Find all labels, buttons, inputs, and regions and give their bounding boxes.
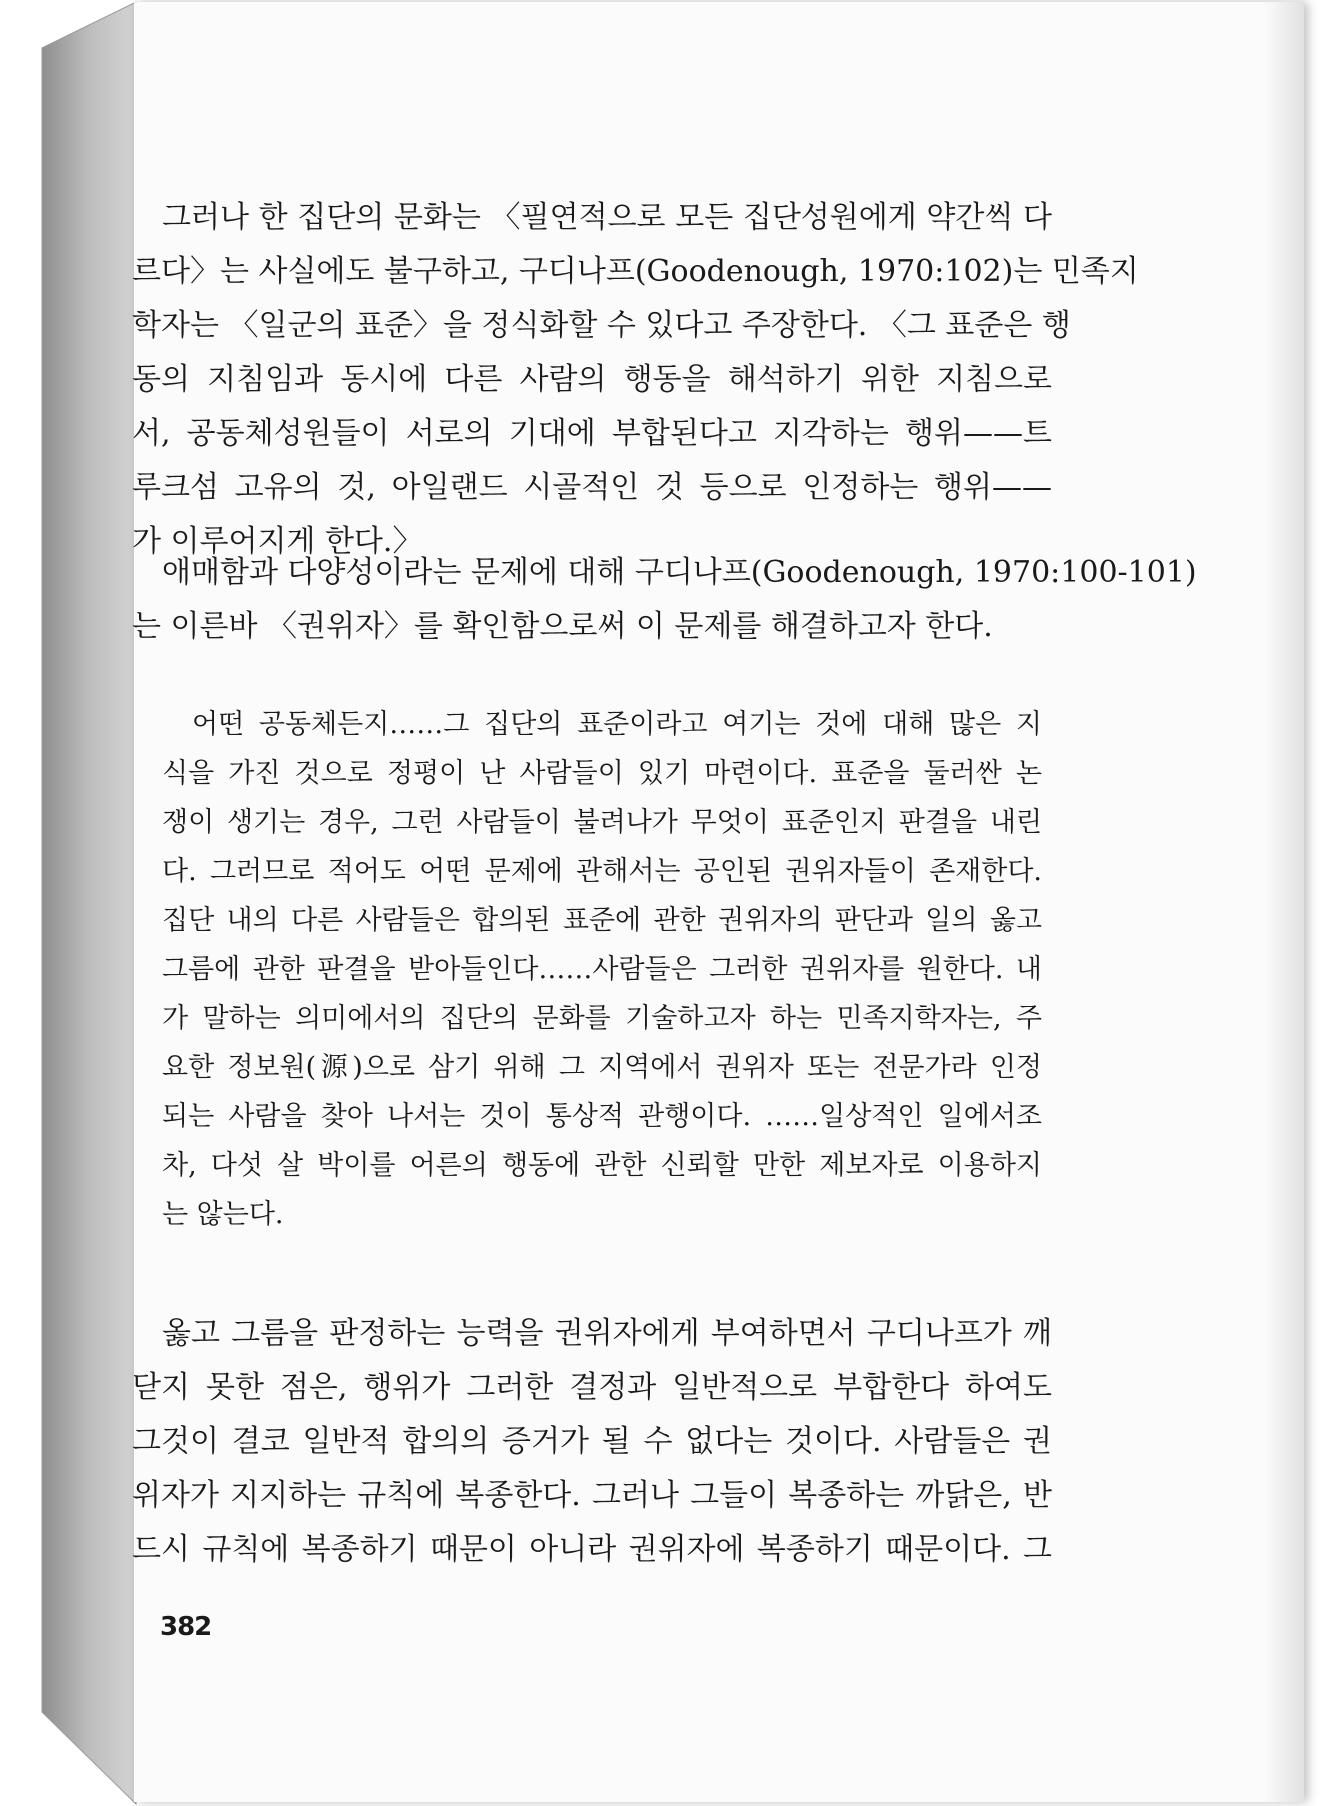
text-line: 는 이른바 〈권위자〉를 확인함으로써 이 문제를 해결하고자 한다.	[132, 609, 993, 644]
quote-line: 쟁이 생기는 경우, 그런 사람들이 불려나가 무엇이 표준인지 판결을 내린	[162, 807, 1042, 838]
quote-line: 요한 정보원(源)으로 삼기 위해 그 지역에서 권위자 또는 전문가라 인정	[162, 1052, 1042, 1083]
quote-line: 차, 다섯 살 박이를 어른의 행동에 관한 신뢰할 만한 제보자로 이용하지	[162, 1150, 1042, 1181]
quote-line: 는 않는다.	[162, 1199, 284, 1230]
block-quote	[162, 700, 1042, 1239]
text-line: 학자는 〈일군의 표준〉을 정식화할 수 있다고 주장한다. 〈그 표준은 행	[132, 308, 1071, 343]
paragraph-3	[132, 1307, 1052, 1577]
page-edge-shadow	[1264, 2, 1304, 1802]
quote-line: 가 말하는 의미에서의 집단의 문화를 기술하고자 하는 민족지학자는, 주	[162, 1003, 1042, 1034]
text-line: 위자가 지지하는 규칙에 복종한다. 그러나 그들이 복종하는 까닭은, 반	[132, 1478, 1052, 1513]
quote-line: 다. 그러므로 적어도 어떤 문제에 관해서는 공인된 권위자들이 존재한다.	[162, 856, 1042, 887]
quote-line: 집단 내의 다른 사람들은 합의된 표준에 관한 권위자의 판단과 일의 옳고	[162, 905, 1042, 936]
text-line: 옳고 그름을 판정하는 능력을 권위자에게 부여하면서 구디나프가 깨	[162, 1316, 1052, 1351]
text-line: 애매함과 다양성이라는 문제에 대해 구디나프(Goodenough, 1970:100-101)	[162, 555, 1197, 590]
quote-line: 어떤 공동체든지……그 집단의 표준이라고 여기는 것에 대해 많은 지	[192, 709, 1042, 740]
text-line: 서, 공동체성원들이 서로의 기대에 부합된다고 지각하는 행위——트	[132, 416, 1052, 451]
quote-line: 되는 사람을 찾아 나서는 것이 통상적 관행이다. ……일상적인 일에서조	[162, 1101, 1042, 1132]
quote-line: 식을 가진 것으로 정평이 난 사람들이 있기 마련이다. 표준을 둘러싼 논	[162, 758, 1042, 789]
text-line: 르다〉는 사실에도 불구하고, 구디나프(Goodenough, 1970:102)는 민족지	[132, 254, 1139, 289]
text-line: 루크섬 고유의 것, 아일랜드 시골적인 것 등으로 인정하는 행위——	[132, 470, 1052, 505]
page-number: 382	[160, 1612, 212, 1642]
text-line: 가 이루어지게 한다.〉	[132, 524, 423, 559]
text-line: 그것이 결코 일반적 합의의 증거가 될 수 없다는 것이다. 사람들은 권	[132, 1424, 1052, 1459]
text-line: 드시 규칙에 복종하기 때문이 아니라 권위자에 복종하기 때문이다. 그	[132, 1532, 1052, 1567]
paragraph-1	[132, 191, 1139, 569]
text-line: 닫지 못한 점은, 행위가 그러한 결정과 일반적으로 부합한다 하여도	[132, 1370, 1052, 1405]
text-line: 동의 지침임과 동시에 다른 사람의 행동을 해석하기 위한 지침으로	[132, 362, 1052, 397]
paragraph-2	[132, 546, 1197, 654]
quote-line: 그름에 관한 판결을 받아들인다……사람들은 그러한 권위자를 원한다. 내	[162, 954, 1042, 985]
text-line: 그러나 한 집단의 문화는 〈필연적으로 모든 집단성원에게 약간씩 다	[162, 200, 1052, 235]
